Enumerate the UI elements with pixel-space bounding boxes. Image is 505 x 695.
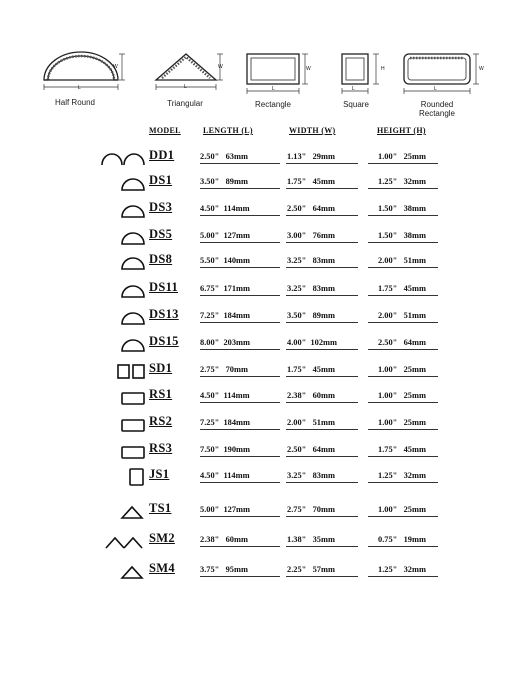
cell-underline	[368, 215, 438, 216]
model-name: DS15	[149, 334, 179, 348]
cell-width: 2.25" 57mm	[287, 565, 335, 574]
triangle-icon	[120, 561, 146, 581]
cell-underline	[200, 349, 280, 350]
cell-underline	[368, 429, 438, 430]
model-name: RS3	[149, 441, 173, 455]
model-name: DS3	[149, 200, 173, 214]
cell-underline	[286, 376, 358, 377]
cell-underline	[368, 267, 438, 268]
model-name: RS1	[149, 387, 173, 401]
cell-height: 0.75" 19mm	[378, 535, 426, 544]
shape-label-half-round: Half Round	[54, 98, 96, 107]
double-triangle-icon	[104, 531, 146, 551]
cell-underline	[200, 215, 280, 216]
table-row	[0, 202, 505, 222]
cell-underline	[368, 376, 438, 377]
cell-underline	[286, 188, 358, 189]
table-row	[0, 175, 505, 195]
cell-width: 1.75" 45mm	[287, 177, 335, 186]
cell-height: 1.25" 32mm	[378, 565, 426, 574]
cell-underline	[368, 456, 438, 457]
cell-height: 1.00" 25mm	[378, 365, 426, 374]
cell-height: 1.00" 25mm	[378, 505, 426, 514]
length-mark: L	[434, 86, 437, 92]
cell-underline	[200, 267, 280, 268]
table-row	[0, 503, 505, 523]
half-round-diagram-icon	[38, 50, 133, 98]
cell-underline	[286, 295, 358, 296]
width-mark: W	[479, 66, 484, 72]
cell-length: 7.25" 184mm	[200, 311, 251, 320]
cell-length: 3.50" 89mm	[200, 177, 248, 186]
length-mark: L	[272, 86, 275, 92]
half-round-icon	[120, 307, 146, 327]
cell-underline	[200, 163, 280, 164]
square-diagram-icon	[336, 50, 394, 100]
cell-length: 8.00" 203mm	[200, 338, 251, 347]
half-round-icon	[120, 173, 146, 193]
cell-underline	[286, 163, 358, 164]
cell-length: 5.00" 127mm	[200, 505, 251, 514]
table-row	[0, 443, 505, 463]
width-mark: W	[113, 64, 118, 70]
cell-length: 7.50" 190mm	[200, 445, 251, 454]
cell-width: 1.38" 35mm	[287, 535, 335, 544]
cell-underline	[368, 242, 438, 243]
table-row	[0, 309, 505, 329]
half-round-icon	[120, 200, 146, 220]
model-name: SM4	[149, 561, 175, 575]
half-round-icon	[120, 334, 146, 354]
cell-height: 1.50" 38mm	[378, 204, 426, 213]
cell-length: 5.50" 140mm	[200, 256, 251, 265]
table-row	[0, 363, 505, 383]
rectangle-icon	[120, 414, 146, 434]
cell-underline	[368, 295, 438, 296]
cell-length: 4.50" 114mm	[200, 471, 250, 480]
cell-width: 2.38" 60mm	[287, 391, 335, 400]
table-row	[0, 254, 505, 274]
cell-underline	[368, 349, 438, 350]
cell-width: 3.25" 83mm	[287, 256, 335, 265]
length-mark: L	[78, 85, 81, 91]
cell-length: 4.50" 114mm	[200, 204, 250, 213]
cell-underline	[368, 322, 438, 323]
cell-underline	[368, 188, 438, 189]
cell-underline	[368, 402, 438, 403]
cell-width: 2.50" 64mm	[287, 204, 335, 213]
length-mark: L	[184, 84, 187, 90]
cell-underline	[200, 456, 280, 457]
header-height: HEIGHT (H)	[377, 126, 426, 135]
table-row	[0, 469, 505, 489]
cell-height: 1.75" 45mm	[378, 284, 426, 293]
shape-label-square: Square	[343, 100, 369, 109]
rectangle-diagram-icon	[243, 50, 318, 100]
cell-height: 1.00" 25mm	[378, 152, 426, 161]
model-name: SM2	[149, 531, 175, 545]
rectangle-icon	[120, 441, 146, 461]
rectangle-icon	[120, 387, 146, 407]
cell-height: 1.75" 45mm	[378, 445, 426, 454]
shape-label-rectangle: Rectangle	[254, 100, 292, 109]
cell-length: 4.50" 114mm	[200, 391, 250, 400]
table-row	[0, 563, 505, 583]
cell-underline	[200, 429, 280, 430]
shape-label-triangular: Triangular	[167, 99, 203, 108]
square-icon	[128, 467, 146, 487]
cell-length: 5.00" 127mm	[200, 231, 251, 240]
cell-height: 1.25" 32mm	[378, 471, 426, 480]
cell-underline	[286, 402, 358, 403]
half-round-icon	[120, 280, 146, 300]
height-mark: H	[381, 66, 385, 72]
model-name: RS2	[149, 414, 173, 428]
cell-underline	[286, 429, 358, 430]
cell-underline	[286, 516, 358, 517]
cell-underline	[286, 576, 358, 577]
cell-underline	[368, 576, 438, 577]
cell-underline	[286, 349, 358, 350]
shape-label-rounded-rectangle: Rounded Rectangle	[418, 100, 456, 118]
triangular-diagram-icon	[150, 48, 235, 98]
cell-underline	[200, 402, 280, 403]
cell-height: 2.50" 64mm	[378, 338, 426, 347]
cell-underline	[200, 188, 280, 189]
cell-width: 2.00" 51mm	[287, 418, 335, 427]
cell-width: 4.00" 102mm	[287, 338, 338, 347]
cell-underline	[286, 456, 358, 457]
cell-length: 2.50" 63mm	[200, 152, 248, 161]
cell-underline	[368, 516, 438, 517]
table-row	[0, 229, 505, 249]
cell-width: 3.00" 76mm	[287, 231, 335, 240]
width-mark: W	[218, 64, 223, 70]
cell-height: 2.00" 51mm	[378, 311, 426, 320]
model-name: JS1	[149, 467, 170, 481]
cell-underline	[200, 516, 280, 517]
cell-underline	[200, 242, 280, 243]
half-round-icon	[120, 252, 146, 272]
table-row	[0, 150, 505, 170]
model-name: TS1	[149, 501, 172, 515]
double-square-icon	[116, 361, 146, 381]
cell-height: 2.00" 51mm	[378, 256, 426, 265]
half-round-icon	[120, 227, 146, 247]
cell-width: 2.75" 70mm	[287, 505, 335, 514]
rounded-rectangle-diagram-icon	[398, 50, 490, 100]
cell-length: 2.75" 70mm	[200, 365, 248, 374]
header-length: LENGTH (L)	[203, 126, 253, 135]
cell-underline	[368, 482, 438, 483]
cell-underline	[200, 376, 280, 377]
cell-width: 1.75" 45mm	[287, 365, 335, 374]
cell-underline	[286, 215, 358, 216]
cell-length: 3.75" 95mm	[200, 565, 248, 574]
model-name: DD1	[149, 148, 175, 162]
model-name: DS11	[149, 280, 178, 294]
cell-width: 2.50" 64mm	[287, 445, 335, 454]
cell-underline	[200, 322, 280, 323]
width-mark: W	[306, 66, 311, 72]
cell-height: 1.25" 32mm	[378, 177, 426, 186]
header-model: MODEL	[149, 126, 181, 135]
double-half-round-icon	[100, 148, 146, 168]
cell-underline	[200, 482, 280, 483]
cell-underline	[200, 546, 280, 547]
cell-underline	[286, 322, 358, 323]
cell-underline	[368, 163, 438, 164]
cell-underline	[200, 576, 280, 577]
table-row	[0, 389, 505, 409]
cell-width: 3.25" 83mm	[287, 284, 335, 293]
cell-width: 3.50" 89mm	[287, 311, 335, 320]
cell-height: 1.50" 38mm	[378, 231, 426, 240]
cell-underline	[200, 295, 280, 296]
cell-underline	[286, 546, 358, 547]
table-row	[0, 336, 505, 356]
cell-width: 1.13" 29mm	[287, 152, 335, 161]
model-name: DS5	[149, 227, 173, 241]
model-name: DS1	[149, 173, 173, 187]
model-name: SD1	[149, 361, 173, 375]
cell-length: 7.25" 184mm	[200, 418, 251, 427]
table-row	[0, 282, 505, 302]
model-name: DS8	[149, 252, 173, 266]
cell-length: 2.38" 60mm	[200, 535, 248, 544]
cell-height: 1.00" 25mm	[378, 418, 426, 427]
cell-underline	[286, 482, 358, 483]
table-row	[0, 533, 505, 553]
length-mark: L	[352, 86, 355, 92]
cell-length: 6.75" 171mm	[200, 284, 251, 293]
triangle-icon	[120, 501, 146, 521]
header-width: WIDTH (W)	[289, 126, 336, 135]
table-row	[0, 416, 505, 436]
cell-underline	[368, 546, 438, 547]
cell-underline	[286, 242, 358, 243]
cell-underline	[286, 267, 358, 268]
cell-width: 3.25" 83mm	[287, 471, 335, 480]
cell-height: 1.00" 25mm	[378, 391, 426, 400]
model-name: DS13	[149, 307, 179, 321]
